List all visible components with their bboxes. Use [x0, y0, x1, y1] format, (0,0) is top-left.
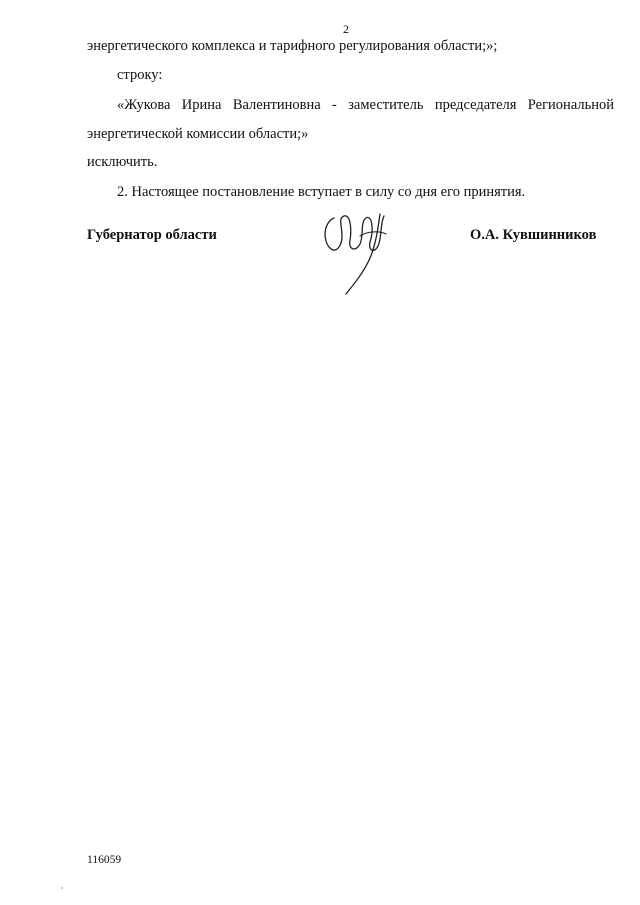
- body-line-zhukova: «Жукова Ирина Валентиновна - заместитель председателя Региональной: [117, 97, 614, 113]
- signatory-title: Губернатор области: [87, 227, 217, 243]
- signatory-name: О.А. Кувшинников: [470, 227, 597, 243]
- body-line-continuation: энергетического комплекса и тарифного регулирования области;»;: [87, 38, 498, 54]
- document-code: 116059: [87, 854, 122, 866]
- handwritten-signature: [320, 200, 400, 300]
- body-line-commission: энергетической комиссии области;»: [87, 126, 309, 142]
- body-line-effective: 2. Настоящее постановление вступает в силу со дня его принятия.: [117, 184, 526, 200]
- page-number: 2: [343, 22, 349, 36]
- body-line-exclude: исключить.: [87, 154, 158, 170]
- scan-artifact: [61, 887, 63, 889]
- body-line-stroku: строку:: [117, 67, 163, 83]
